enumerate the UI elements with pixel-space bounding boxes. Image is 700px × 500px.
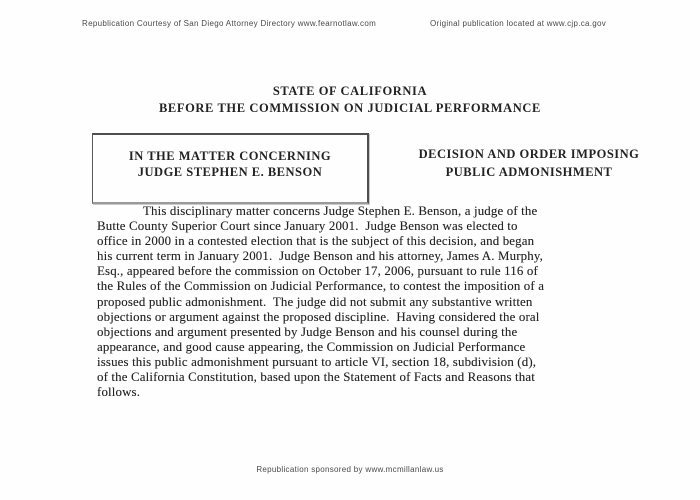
republication-sponsor-note: Republication sponsored by www.mcmillanlaw.us xyxy=(256,465,444,474)
body-line: his current term in January 2001. Judge Benson and his attorney, James A. Murphy, xyxy=(97,249,543,264)
body-line: proposed public admonishment. The judge did not submit any substantive written xyxy=(97,294,533,309)
body-paragraph xyxy=(97,204,622,400)
body-line: Esq., appeared before the commission on October 17, 2006, pursuant to rule 116 of xyxy=(97,264,538,279)
body-line: objections or argument against the proposed discipline. Having considered the oral xyxy=(97,309,540,324)
body-line: appearance, and good cause appearing, the Commission on Judicial Performance xyxy=(97,339,526,354)
body-line: follows. xyxy=(97,385,141,400)
title-commission-line: BEFORE THE COMMISSION ON JUDICIAL PERFORMANCE xyxy=(158,100,541,115)
case-caption-box xyxy=(92,133,369,204)
title-state-line: STATE OF CALIFORNIA xyxy=(272,84,428,98)
caption-matter-line: IN THE MATTER CONCERNING xyxy=(128,149,332,163)
document-title xyxy=(0,83,700,116)
body-line: of the California Constitution, based upon the Statement of Facts and Reasons that xyxy=(97,370,535,385)
body-line: issues this public admonishment pursuant to article VI, section 18, subdivision (d), xyxy=(97,354,537,369)
original-publication-note: Original publication located at www.cjp.ca.gov xyxy=(430,19,607,28)
decision-heading xyxy=(398,146,660,181)
body-line: the Rules of the Commission on Judicial Performance, to contest the imposition of a xyxy=(97,279,545,294)
body-line: objections and argument presented by Judge Benson and his counsel during the xyxy=(97,324,518,339)
decision-order-line: DECISION AND ORDER IMPOSING xyxy=(418,147,640,161)
body-line: This disciplinary matter concerns Judge Stephen E. Benson, a judge of the xyxy=(143,204,538,218)
body-line: Butte County Superior Court since January 2001. Judge Benson was elected to xyxy=(97,219,518,234)
body-line: office in 2000 in a contested election that is the subject of this decision, and began xyxy=(97,234,535,249)
republication-courtesy-note: Republication Courtesy of San Diego Attorney Directory www.fearnotlaw.com xyxy=(82,19,377,28)
caption-judge-name-line: JUDGE STEPHEN E. BENSON xyxy=(137,165,323,179)
public-admonishment-line: PUBLIC ADMONISHMENT xyxy=(445,164,613,179)
